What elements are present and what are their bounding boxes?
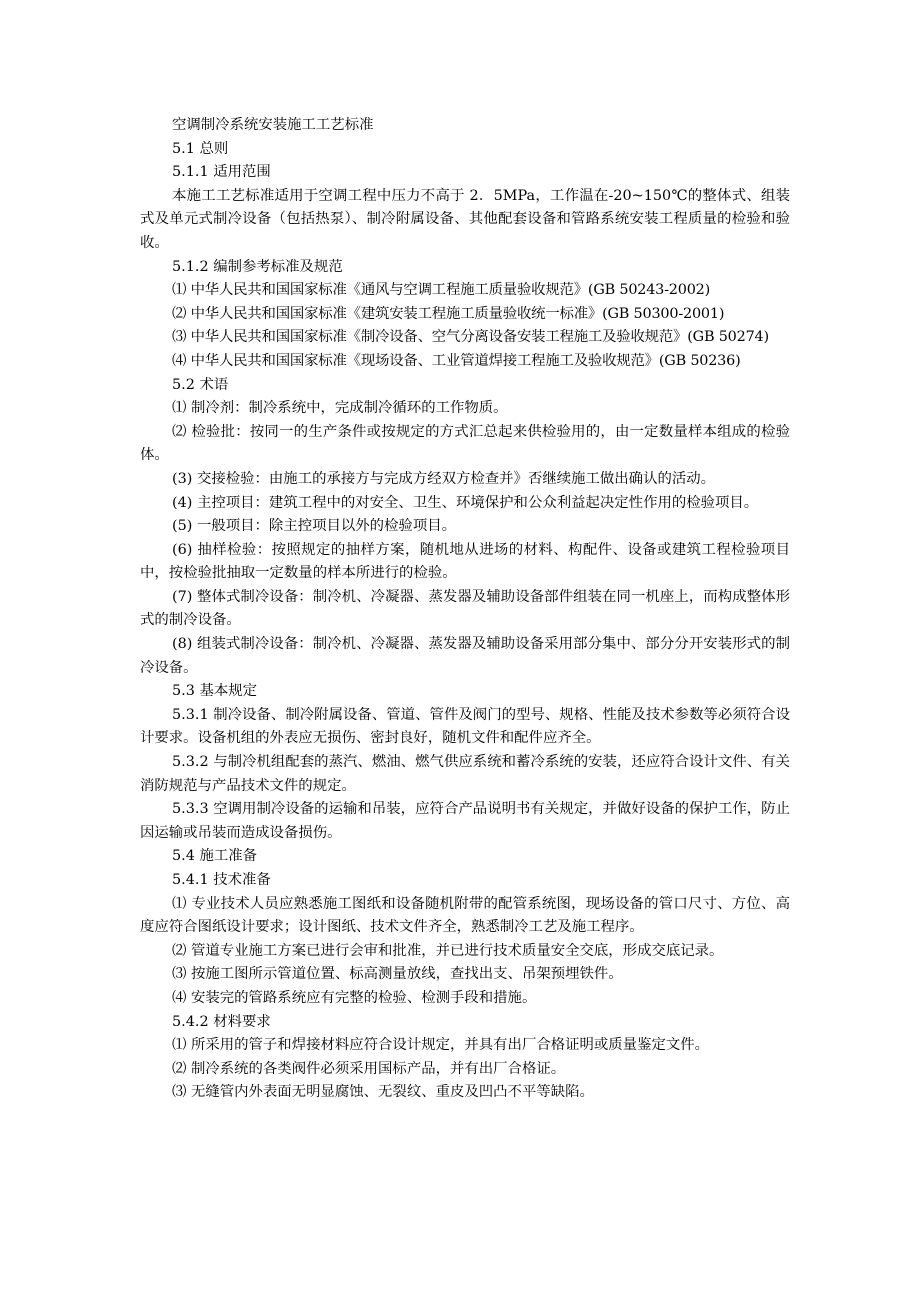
clause-paragraph: 5.3.2 与制冷机组配套的蒸汽、燃油、燃气供应系统和蓄冷系统的安装，还应符合设计文件、有关消防规范与产品技术文件的规定。 <box>140 754 790 794</box>
list-item: ⑴ 制冷剂：制冷系统中，完成制冷循环的工作物质。 <box>172 400 508 417</box>
list-item: (4) 主控项目：建筑工程中的对安全、卫生、环境保护和公众利益起决定性作用的检验项目。 <box>172 494 759 511</box>
subsection-heading: 5.4.2 材料要求 <box>172 1013 271 1030</box>
list-item: (7) 整体式制冷设备：制冷机、冷凝器、蒸发器及辅助设备部件组装在同一机座上，而构成整体形式的制冷设备。 <box>140 588 790 629</box>
section-heading: 5.1 总则 <box>172 140 229 157</box>
body-paragraph: 本施工工艺标准适用于空调工程中压力不高于 2．5MPa，工作温在-20~150℃的整体式、组装式及单元式制冷设备（包括热泵）、制冷附属设备、其他配套设备和管路系统安装工程质量的检验和验收。 <box>140 187 790 251</box>
section-heading: 5.2 术语 <box>172 376 229 393</box>
list-item: (3) 交接检验：由施工的承接方与完成方经双方检查并》否继续施工做出确认的活动。 <box>172 470 716 487</box>
clause-paragraph: 5.3.3 空调用制冷设备的运输和吊装，应符合产品说明书有关规定，并做好设备的保护工作，防止因运输或吊装而造成设备损伤。 <box>140 801 790 841</box>
list-item: (6) 抽样检验：按照规定的抽样方案，随机地从进场的材料、构配件、设备或建筑工程检验项目中，按检验批抽取一定数量的样本所进行的检验。 <box>140 541 790 582</box>
list-item: ⑶ 按施工图所示管道位置、标高测量放线，查找出支、吊架预埋铁件。 <box>172 966 623 983</box>
clause-paragraph: 5.3.1 制冷设备、制冷附属设备、管道、管件及阀门的型号、规格、性能及技术参数等必须符合设计要求。设备机组的外表应无损伤、密封良好，随机文件和配件应齐全。 <box>140 706 790 747</box>
list-item: ⑶ 中华人民共和国国家标准《制冷设备、空气分离设备安装工程施工及验收规范》(GB 50274) <box>172 329 769 346</box>
list-item: ⑴ 专业技术人员应熟悉施工图纸和设备随机附带的配管系统图，现场设备的管口尺寸、方位、高度应符合图纸设计要求；设计图纸、技术文件齐全，熟悉制冷工艺及施工程序。 <box>140 895 790 936</box>
list-item: ⑵ 制冷系统的各类阀件必须采用国标产品，并有出厂合格证。 <box>172 1060 566 1077</box>
document-title: 空调制冷系统安装施工工艺标准 <box>172 117 374 133</box>
list-item: ⑶ 无缝管内外表面无明显腐蚀、无裂纹、重皮及凹凸不平等缺陷。 <box>172 1084 594 1101</box>
list-item: ⑷ 中华人民共和国国家标准《现场设备、工业管道焊接工程施工及验收规范》(GB 50236) <box>172 352 741 369</box>
list-item: (5) 一般项目：除主控项目以外的检验项目。 <box>172 518 456 535</box>
list-item: ⑵ 管道专业施工方案已进行会审和批准，并已进行技术质量安全交底，形成交底记录。 <box>172 942 724 959</box>
subsection-heading: 5.1.2 编制参考标准及规范 <box>172 258 343 275</box>
section-heading: 5.4 施工准备 <box>172 848 258 865</box>
list-item: ⑵ 中华人民共和国国家标准《建筑安装工程施工质量验收统一标准》(GB 50300-2001) <box>172 305 725 322</box>
list-item: ⑴ 所采用的管子和焊接材料应符合设计规定，并具有出厂合格证明或质量鉴定文件。 <box>172 1037 710 1054</box>
subsection-heading: 5.1.1 适用范围 <box>172 164 271 181</box>
section-heading: 5.3 基本规定 <box>172 683 258 700</box>
list-item: ⑷ 安装完的管路系统应有完整的检验、检测手段和措施。 <box>172 989 537 1006</box>
list-item: ⑵ 检验批：按同一的生产条件或按规定的方式汇总起来供检验用的，由一定数量样本组成的检验体。 <box>140 423 790 464</box>
list-item: (8) 组装式制冷设备：制冷机、冷凝器、蒸发器及辅助设备采用部分集中、部分分开安装形式的制冷设备。 <box>140 636 790 676</box>
subsection-heading: 5.4.1 技术准备 <box>172 872 271 888</box>
list-item: ⑴ 中华人民共和国国家标准《通风与空调工程施工质量验收规范》(GB 50243-2002) <box>172 282 711 299</box>
document-page <box>140 114 790 1105</box>
